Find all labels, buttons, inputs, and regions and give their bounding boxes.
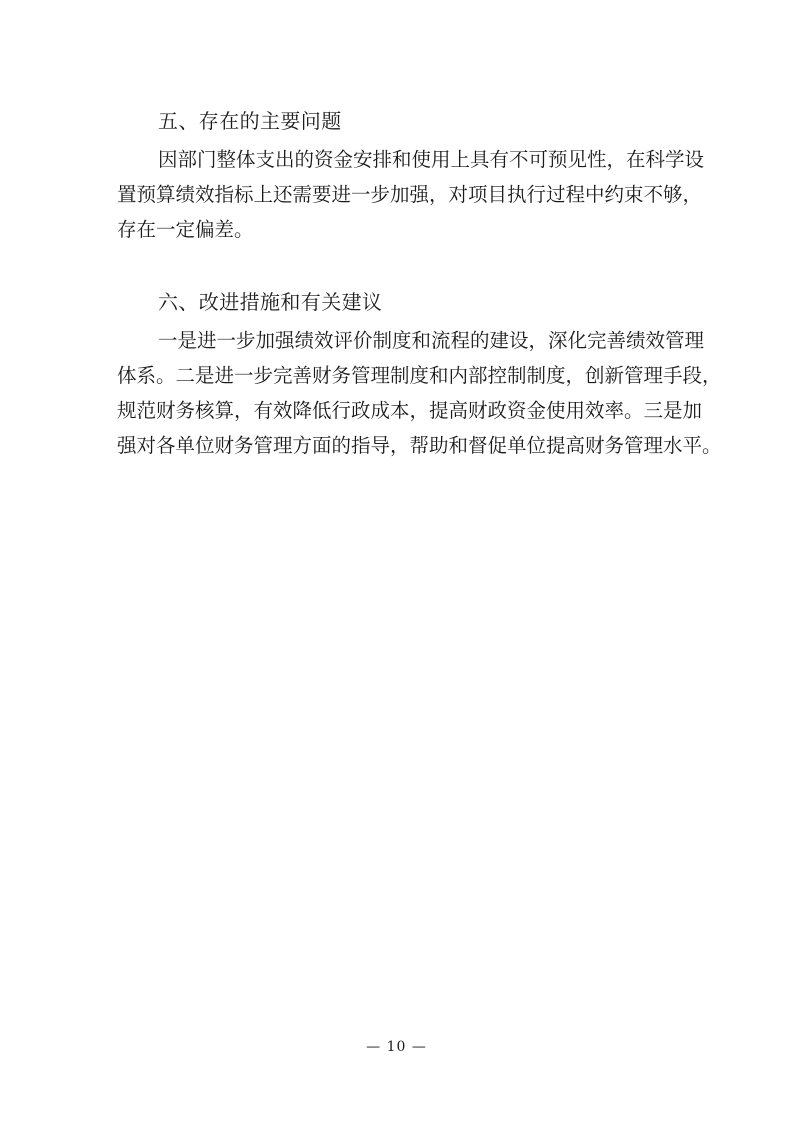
paragraph-line: 置预算绩效指标上还需要进一步加强，对项目执行过程中约束不够， (117, 183, 703, 206)
paragraph-line: 存在一定偏差。 (117, 218, 254, 241)
paragraph-line: 体系。二是进一步完善财务管理制度和内部控制制度，创新管理手段， (117, 364, 722, 387)
section-improvement-measures (117, 287, 722, 463)
paragraph-line: 规范财务核算，有效降低行政成本，提高财政资金使用效率。三是加 (117, 399, 703, 422)
paragraph (117, 317, 722, 463)
paragraph-line: 强对各单位财务管理方面的指导，帮助和督促单位提高财务管理水平。 (117, 434, 722, 457)
section-existing-problems (117, 106, 705, 247)
section-heading: 六、改进措施和有关建议 (158, 290, 383, 314)
page-number: — 10 — (366, 1039, 427, 1055)
paragraph-line: 一是进一步加强绩效评价制度和流程的建设，深化完善绩效管理 (158, 329, 705, 352)
section-heading: 五、存在的主要问题 (158, 109, 342, 133)
paragraph (117, 136, 705, 247)
paragraph-line: 因部门整体支出的资金安排和使用上具有不可预见性，在科学设 (158, 148, 705, 171)
